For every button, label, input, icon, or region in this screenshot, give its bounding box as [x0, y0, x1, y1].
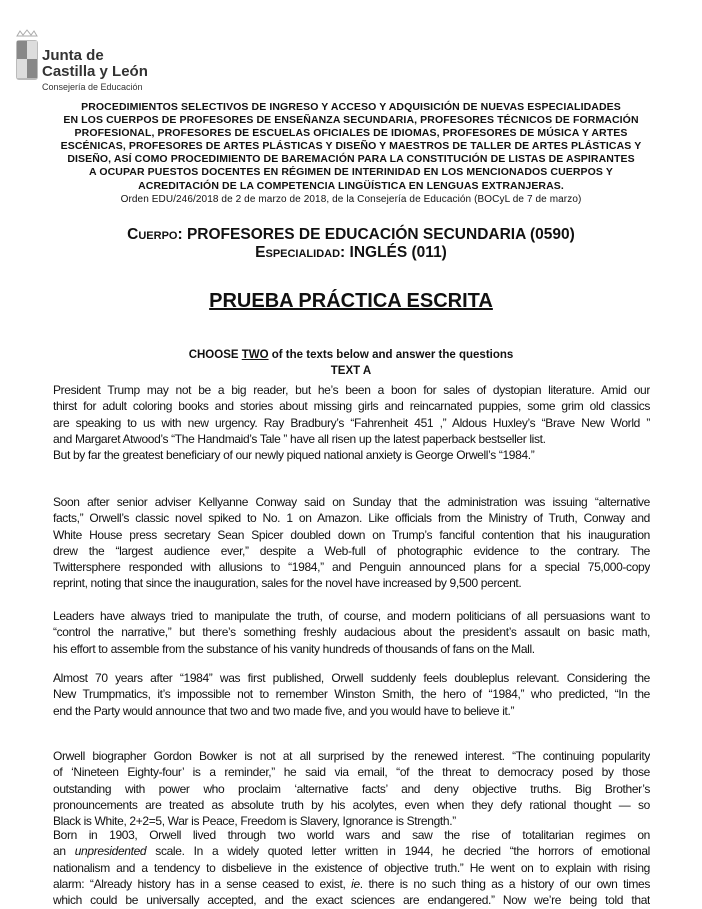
- especialidad-label: Especialidad:: [255, 244, 346, 261]
- org-department: Consejería de Educación: [42, 82, 143, 92]
- text-span: an: [53, 844, 75, 859]
- procedure-line: PROFESIONAL, PROFESORES DE ESCUELAS OFICIALES DE IDIOMAS, PROFESORES DE MÚSICA Y ARTES: [74, 127, 628, 140]
- text-line: facts,” Orwell’s classic novel spiked to No. 1 on Amazon. Like officials from the Ministry of Truth, Conway and: [53, 511, 650, 526]
- org-name-line2: Castilla y León: [42, 63, 148, 80]
- paragraph-4: [53, 670, 650, 719]
- text-line: which could be universally accepted, and the exact sciences are endangered.” Now we’re being told that: [53, 893, 650, 908]
- text-line: Born in 1903, Orwell lived through two world wars and saw the rise of totalitarian regimes on: [53, 828, 650, 842]
- procedure-line: EN LOS CUERPOS DE PROFESORES DE ENSEÑANZA SECUNDARIA, PROFESORES TÉCNICOS DE FORMACIÓN: [63, 114, 639, 127]
- text-line: Twittersphere responded with allusions to “1984,” and Penguin announced plans for a special 75,000-copy: [53, 560, 650, 575]
- procedure-line: ACREDITACIÓN DE LA COMPETENCIA LINGÜÍSTICA EN LENGUAS EXTRANJERAS.: [138, 179, 564, 192]
- text-line: Black is White, 2+2=5, War is Peace, Freedom is Slavery, Ignorance is Strength.”: [53, 814, 456, 829]
- cuerpo-label: Cuerpo:: [127, 226, 183, 243]
- paragraph-5: [53, 748, 650, 829]
- paragraph-2: [53, 494, 650, 592]
- especialidad-line: [0, 244, 702, 262]
- italic-word: ie: [351, 876, 360, 891]
- org-name-line1: Junta de: [42, 47, 104, 64]
- instruction: [0, 349, 702, 361]
- text-line: Orwell biographer Gordon Bowker is not at all surprised by the renewed interest. “The continuing popularity: [53, 749, 650, 763]
- text-line: But by far the greatest beneficiary of our newly piqued national anxiety is George Orwell’s “1984.”: [53, 448, 535, 463]
- text-line: Leaders have always tried to manipulate the truth, of course, and modern politicians of all persuasions want to: [53, 609, 650, 623]
- text-line: President Trump may not be a big reader, but he’s been a boon for sales of dystopian literature. Amid our: [53, 383, 650, 397]
- text-line: reprint, noting that since the inauguration, sales for the novel have increased by 9,500 percent.: [53, 576, 522, 591]
- paragraph-3: [53, 608, 650, 657]
- text-line: drew the “largest audience ever,” despite a Web-full of photographic evidence to the contrary. The: [53, 543, 650, 558]
- paragraph-1: [53, 382, 650, 463]
- procedure-line: A OCUPAR PUESTOS DOCENTES EN RÉGIMEN DE INTERINIDAD EN LOS MENCIONADOS CUERPOS Y: [89, 166, 613, 179]
- cuerpo-value: PROFESORES DE EDUCACIÓN SECUNDARIA (0590): [182, 226, 575, 243]
- paragraph-6: [53, 827, 650, 908]
- text-line: pronouncements are treated as absolute truth by his acolytes, even when they defy rational thought — so: [53, 797, 650, 812]
- especialidad-value: INGLÉS (011): [345, 244, 447, 261]
- text-line: and Margaret Atwood’s “The Handmaid’s Tale ” have all risen up the latest paperback bestseller list.: [53, 431, 546, 446]
- procedure-line: PROCEDIMIENTOS SELECTIVOS DE INGRESO Y ACCESO Y ADQUISICIÓN DE NUEVAS ESPECIALIDADES: [81, 101, 621, 113]
- text-line: thirst for adult coloring books and stories about missing girls and reincarnated puppies, some grim old classics: [53, 399, 650, 414]
- italic-word: unpresidented: [74, 844, 147, 859]
- text-line: [53, 876, 650, 892]
- text-span: scale. In a widely quoted letter written in 1944, he decried “the horrors of emotional: [146, 844, 650, 859]
- instruction-emphasis: TWO: [241, 349, 269, 361]
- orden-reference: Orden EDU/246/2018 de 2 de marzo de 2018, de la Consejería de Educación (BOCyL de 7 de marzo): [120, 193, 582, 205]
- text-line: [53, 843, 650, 859]
- instruction-pre: CHOOSE: [188, 349, 242, 361]
- text-span: alarm: “Already history has in a sense ceased to exist,: [53, 876, 352, 891]
- exam-title: PRUEBA PRÁCTICA ESCRITA: [209, 290, 493, 312]
- procedure-heading: [0, 101, 702, 206]
- text-line: outstanding with power who proclaim ‘alternative facts’ and deny objective truths. Big Brother’s: [53, 781, 650, 796]
- cuerpo-line: [0, 226, 702, 244]
- procedure-line: ESCÉNICAS, PROFESORES DE ARTES PLÁSTICAS Y DISEÑO Y MAESTROS DE TALLER DE ARTES PLÁSTICAS Y: [60, 140, 642, 153]
- procedure-line: DISEÑO, ASÍ COMO PROCEDIMIENTO DE BAREMACIÓN PARA LA CONSTITUCIÓN DE LISTAS DE ASPIRANTES: [67, 153, 635, 166]
- text-heading: TEXT A: [330, 365, 372, 377]
- text-line: “control the narrative,” but there’s something freshly audacious about the president’s assault on basic math,: [53, 625, 650, 640]
- text-line: White House press secretary Sean Spicer doubled down on Trump’s fanciful contention that his inauguration: [53, 527, 650, 542]
- text-line: of ‘Nineteen Eighty-four’ is a reminder,” he said via email, “of the threat to democracy posed by those: [53, 765, 650, 780]
- text-line: Almost 70 years after “1984” was first published, Orwell suddenly feels doubleplus relevant. Considering the: [53, 671, 650, 685]
- instruction-post: of the texts below and answer the questions: [268, 349, 514, 361]
- text-line: his effort to assemble from the substance of his vanity hundreds of thousands of fans on the Mall.: [53, 641, 535, 656]
- castilla-leon-coat-of-arms-logo: [14, 28, 40, 84]
- text-line: are speaking to us with new urgency. Ray Bradbury’s “Fahrenheit 451 ,” Aldous Huxley’s “Brave New World ”: [53, 415, 650, 430]
- text-line: nationalism and a tendency to disbelieve in the existence of objective truth.” He went on to explain with rising: [53, 860, 650, 875]
- text-line: Soon after senior adviser Kellyanne Conway said on Sunday that the administration was issuing “alternative: [53, 495, 650, 509]
- text-span: . there is no such thing as a history of our own times: [359, 876, 650, 891]
- text-line: New Trumpmatics, it’s impossible not to remember Winston Smith, the hero of “1984,” who predicted, “In the: [53, 687, 650, 702]
- text-line: end the Party would announce that two and two made five, and you would have to believe it.”: [53, 703, 515, 718]
